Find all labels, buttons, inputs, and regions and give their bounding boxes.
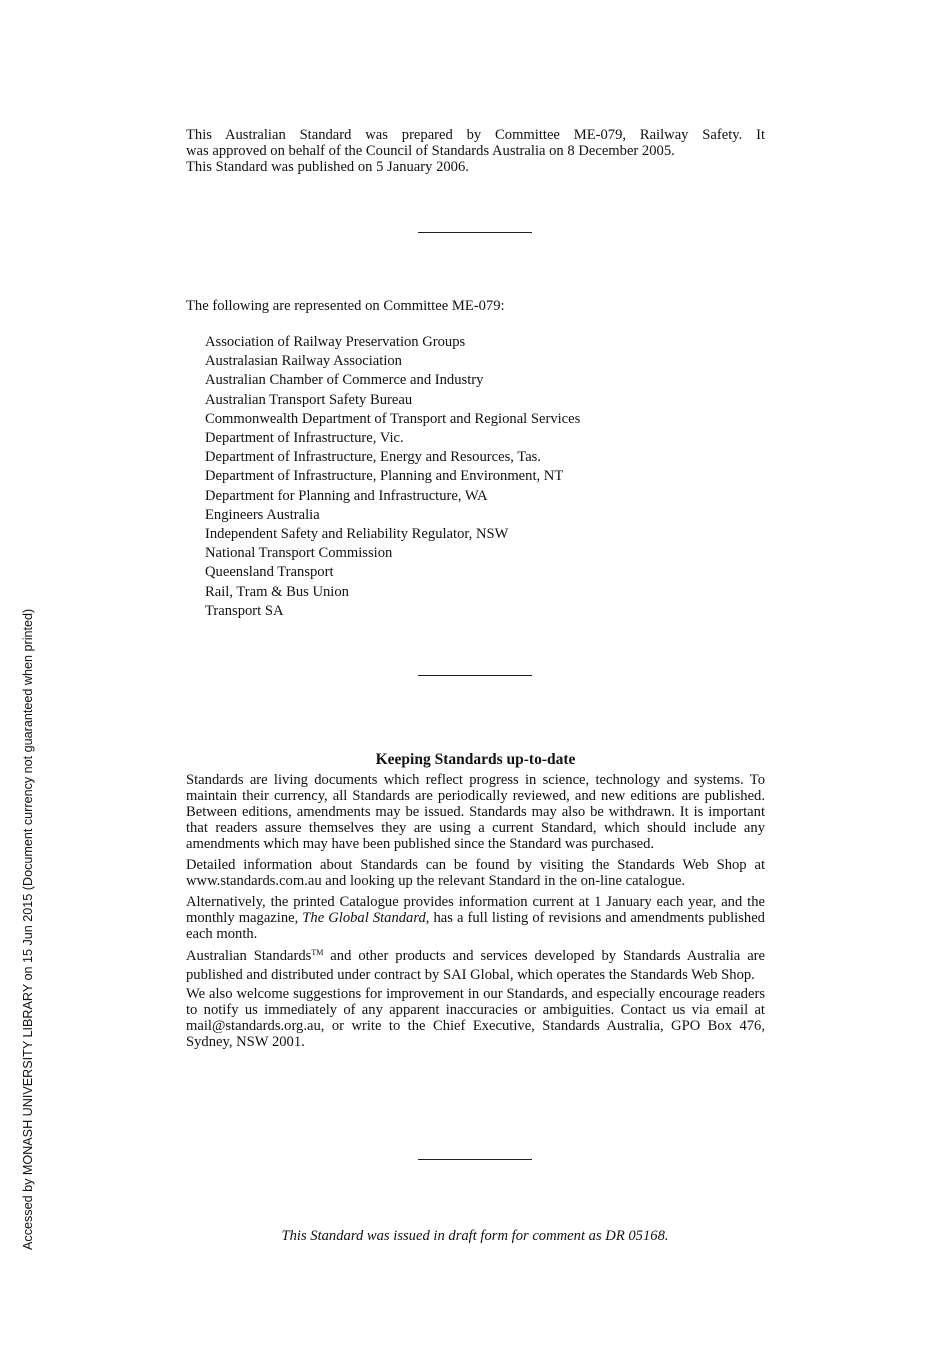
committee-member: Australian Chamber of Commerce and Industry [205,372,484,389]
draft-note: This Standard was issued in draft form for comment as DR 05168. [281,1228,669,1244]
trademark-mark: TM [311,948,324,957]
sai-text-end: and other products and services developed by Standards Australia are published and distributed under contract by SAI Global, which operates the Standards Web Shop. [186,948,766,983]
committee-heading: The following are represented on Committee ME-079: [186,298,505,314]
access-stamp: Accessed by MONASH UNIVERSITY LIBRARY on 15 Jun 2015 (Document currency not guaranteed when printed) [21,608,35,1250]
divider-rule [418,1159,532,1160]
paragraph-web-shop: Detailed information about Standards can be found by visiting the Standards Web Shop at www.standards.com.au and looking up the relevant Standard in the on-line catalogue. [186,857,765,889]
committee-member: Department of Infrastructure, Energy and Resources, Tas. [205,449,542,466]
magazine-title: The Global Standard, [302,910,430,926]
committee-member: Department of Infrastructure, Vic. [205,430,404,447]
divider-rule [418,675,532,676]
paragraph-living-documents: Standards are living documents which reflect progress in science, technology and systems. To maintain their currency, all Standards are periodically reviewed, and new editions are published. Between editions, amendments may be issued. Standards may also be withdrawn. It is important that readers assure themselves they are using a current Standard, which should include any amendments which may have been published since the Standard was purchased. [186,772,765,852]
committee-member: Department for Planning and Infrastructure, WA [205,487,488,504]
committee-member: National Transport Commission [205,545,393,562]
intro-line: This Australian Standard was prepared by Committee ME-079, Railway Safety. It [186,127,765,143]
section-title: Keeping Standards up-to-date [375,751,576,768]
paragraph-catalogue [186,894,765,942]
paragraph-sai-global [186,947,765,984]
divider-rule [418,232,532,233]
catalogue-text: Alternatively, the printed Catalogue provides information current at 1 January each year, and the monthly magazine, [186,894,765,926]
sai-text: Australian Standards [186,948,312,964]
committee-member: Queensland Transport [205,564,334,581]
intro-line: This Standard was published on 5 January 2006. [186,159,469,175]
catalogue-text-end: has a full listing of revisions and amendments published each month. [186,910,765,942]
committee-member: Department of Infrastructure, Planning and Environment, NT [205,468,564,485]
keeping-standards-section [186,772,765,1055]
paragraph-contact: We also welcome suggestions for improvement in our Standards, and especially encourage readers to notify us immediately of any apparent inaccuracies or ambiguities. Contact us via email at mail@standards.org.au, or write to the Chief Executive, Standards Australia, GPO Box 476, Sydney, NSW 2001. [186,986,765,1050]
committee-member: Australian Transport Safety Bureau [205,391,413,408]
committee-member: Australasian Railway Association [205,353,402,370]
committee-member: Engineers Australia [205,506,320,523]
intro-line: was approved on behalf of the Council of Standards Australia on 8 December 2005. [186,143,675,159]
committee-member: Association of Railway Preservation Groups [205,334,466,350]
committee-member: Independent Safety and Reliability Regulator, NSW [205,526,509,543]
committee-member-list [205,333,580,621]
committee-member: Commonwealth Department of Transport and Regional Services [205,410,581,427]
committee-member: Transport SA [205,602,284,619]
intro-paragraph [186,127,765,175]
committee-member: Rail, Tram & Bus Union [205,583,349,600]
